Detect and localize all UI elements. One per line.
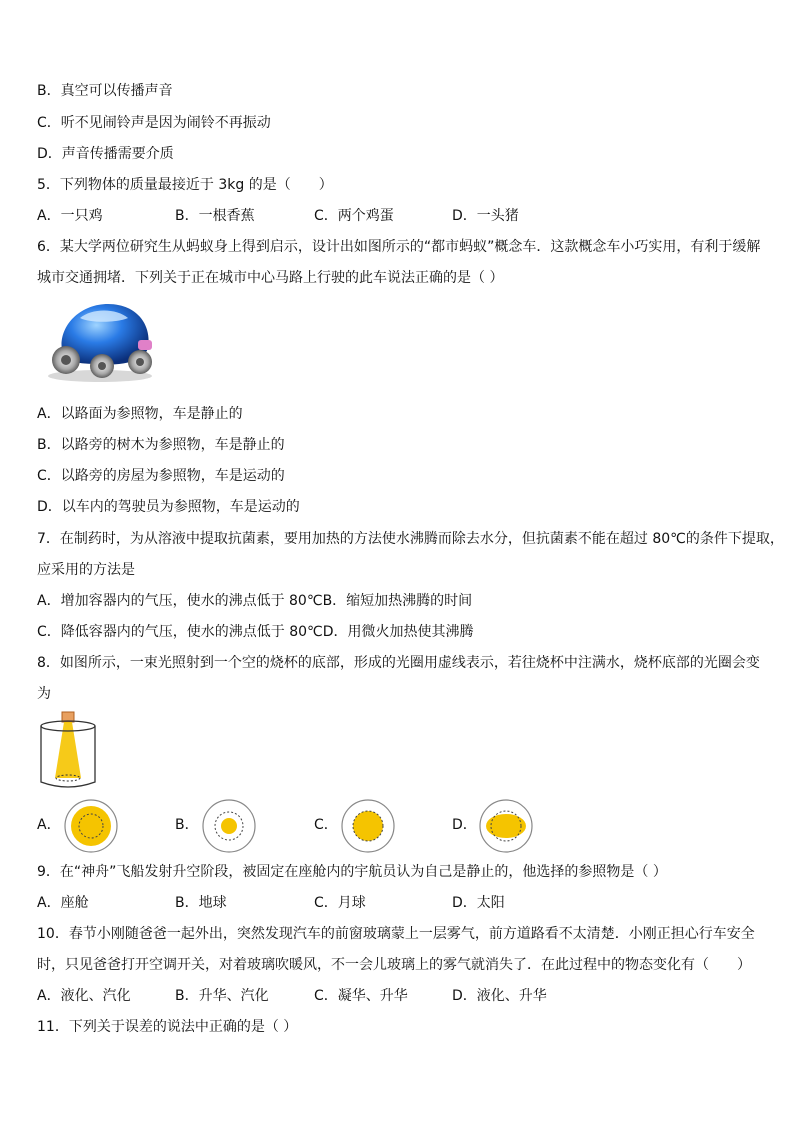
q6-stem-line2: 城市交通拥堵．下列关于正在城市中心马路上行驶的此车说法正确的是（ ） <box>37 270 504 286</box>
q7-options-cd: C．降低容器内的气压，使水的沸点低于 80℃D．用微火加热使其沸腾 <box>37 624 474 640</box>
q8-option-d-label: D． <box>452 817 477 833</box>
q6-option-c: C．以路旁的房屋为参照物，车是运动的 <box>37 468 285 484</box>
q9-option-d: D．太阳 <box>452 895 505 911</box>
q5-option-a: A．一只鸡 <box>37 208 103 224</box>
q10-option-d: D．液化、升华 <box>452 988 547 1004</box>
q5-option-c: C．两个鸡蛋 <box>314 208 394 224</box>
q8-option-b-figure <box>201 798 257 854</box>
q8-stem-line1: 8．如图所示，一束光照射到一个空的烧杯的底部，形成的光圈用虚线表示，若往烧杯中注满水，烧杯底部的光圈会变 <box>37 655 760 671</box>
q5-option-d: D．一头猪 <box>452 208 519 224</box>
q8-option-a-figure <box>63 798 119 854</box>
q8-option-c-figure <box>340 798 396 854</box>
q4-option-d: D．声音传播需要介质 <box>37 146 174 162</box>
q6-stem-line1: 6．某大学两位研究生从蚂蚁身上得到启示，设计出如图所示的“都市蚂蚁”概念车．这款概念车小巧实用，有利于缓解 <box>37 239 761 255</box>
q8-option-d-figure <box>478 798 534 854</box>
ant-concept-car-figure <box>40 296 160 386</box>
q8-option-a-label: A． <box>37 817 61 833</box>
q9-option-c: C．月球 <box>314 895 366 911</box>
q8-option-c-label: C． <box>314 817 338 833</box>
q5-option-b: B．一根香蕉 <box>175 208 255 224</box>
q4-option-b: B．真空可以传播声音 <box>37 83 173 99</box>
q10-stem-line2: 时，只见爸爸打开空调开关，对着玻璃吹暖风，不一会儿玻璃上的雾气就消失了．在此过程中的物态变化有（ ） <box>37 957 751 973</box>
q5-stem: 5．下列物体的质量最接近于 3kg 的是（ ） <box>37 177 333 193</box>
q9-option-a: A．座舱 <box>37 895 89 911</box>
q8-stem-line2: 为 <box>37 686 51 702</box>
q9-stem: 9．在“神舟”飞船发射升空阶段，被固定在座舱内的宇航员认为自己是静止的，他选择的参照物是（ ） <box>37 864 667 880</box>
q9-option-b: B．地球 <box>175 895 227 911</box>
q6-option-d: D．以车内的驾驶员为参照物，车是运动的 <box>37 499 300 515</box>
q10-option-c: C．凝华、升华 <box>314 988 408 1004</box>
q6-option-b: B．以路旁的树木为参照物，车是静止的 <box>37 437 285 453</box>
q10-stem-line1: 10．春节小刚随爸爸一起外出，突然发现汽车的前窗玻璃蒙上一层雾气，前方道路看不太清楚．小刚正担心行车安全 <box>37 926 755 942</box>
q7-options-ab: A．增加容器内的气压，使水的沸点低于 80℃B．缩短加热沸腾的时间 <box>37 593 473 609</box>
beaker-light-figure <box>37 710 99 792</box>
car-taillight <box>138 340 152 350</box>
q7-stem-line2: 应采用的方法是 <box>37 562 135 578</box>
q6-option-a: A．以路面为参照物，车是静止的 <box>37 406 243 422</box>
q8-option-b-label: B． <box>175 817 199 833</box>
q10-option-a: A．液化、汽化 <box>37 988 131 1004</box>
q11-stem: 11．下列关于误差的说法中正确的是（ ） <box>37 1019 298 1035</box>
q4-option-c: C．听不见闹铃声是因为闹铃不再振动 <box>37 115 271 131</box>
q10-option-b: B．升华、汽化 <box>175 988 269 1004</box>
q7-stem-line1: 7．在制药时，为从溶液中提取抗菌素，要用加热的方法使水沸腾而除去水分，但抗菌素不能在超过 80℃的条件下提取， <box>37 531 784 547</box>
